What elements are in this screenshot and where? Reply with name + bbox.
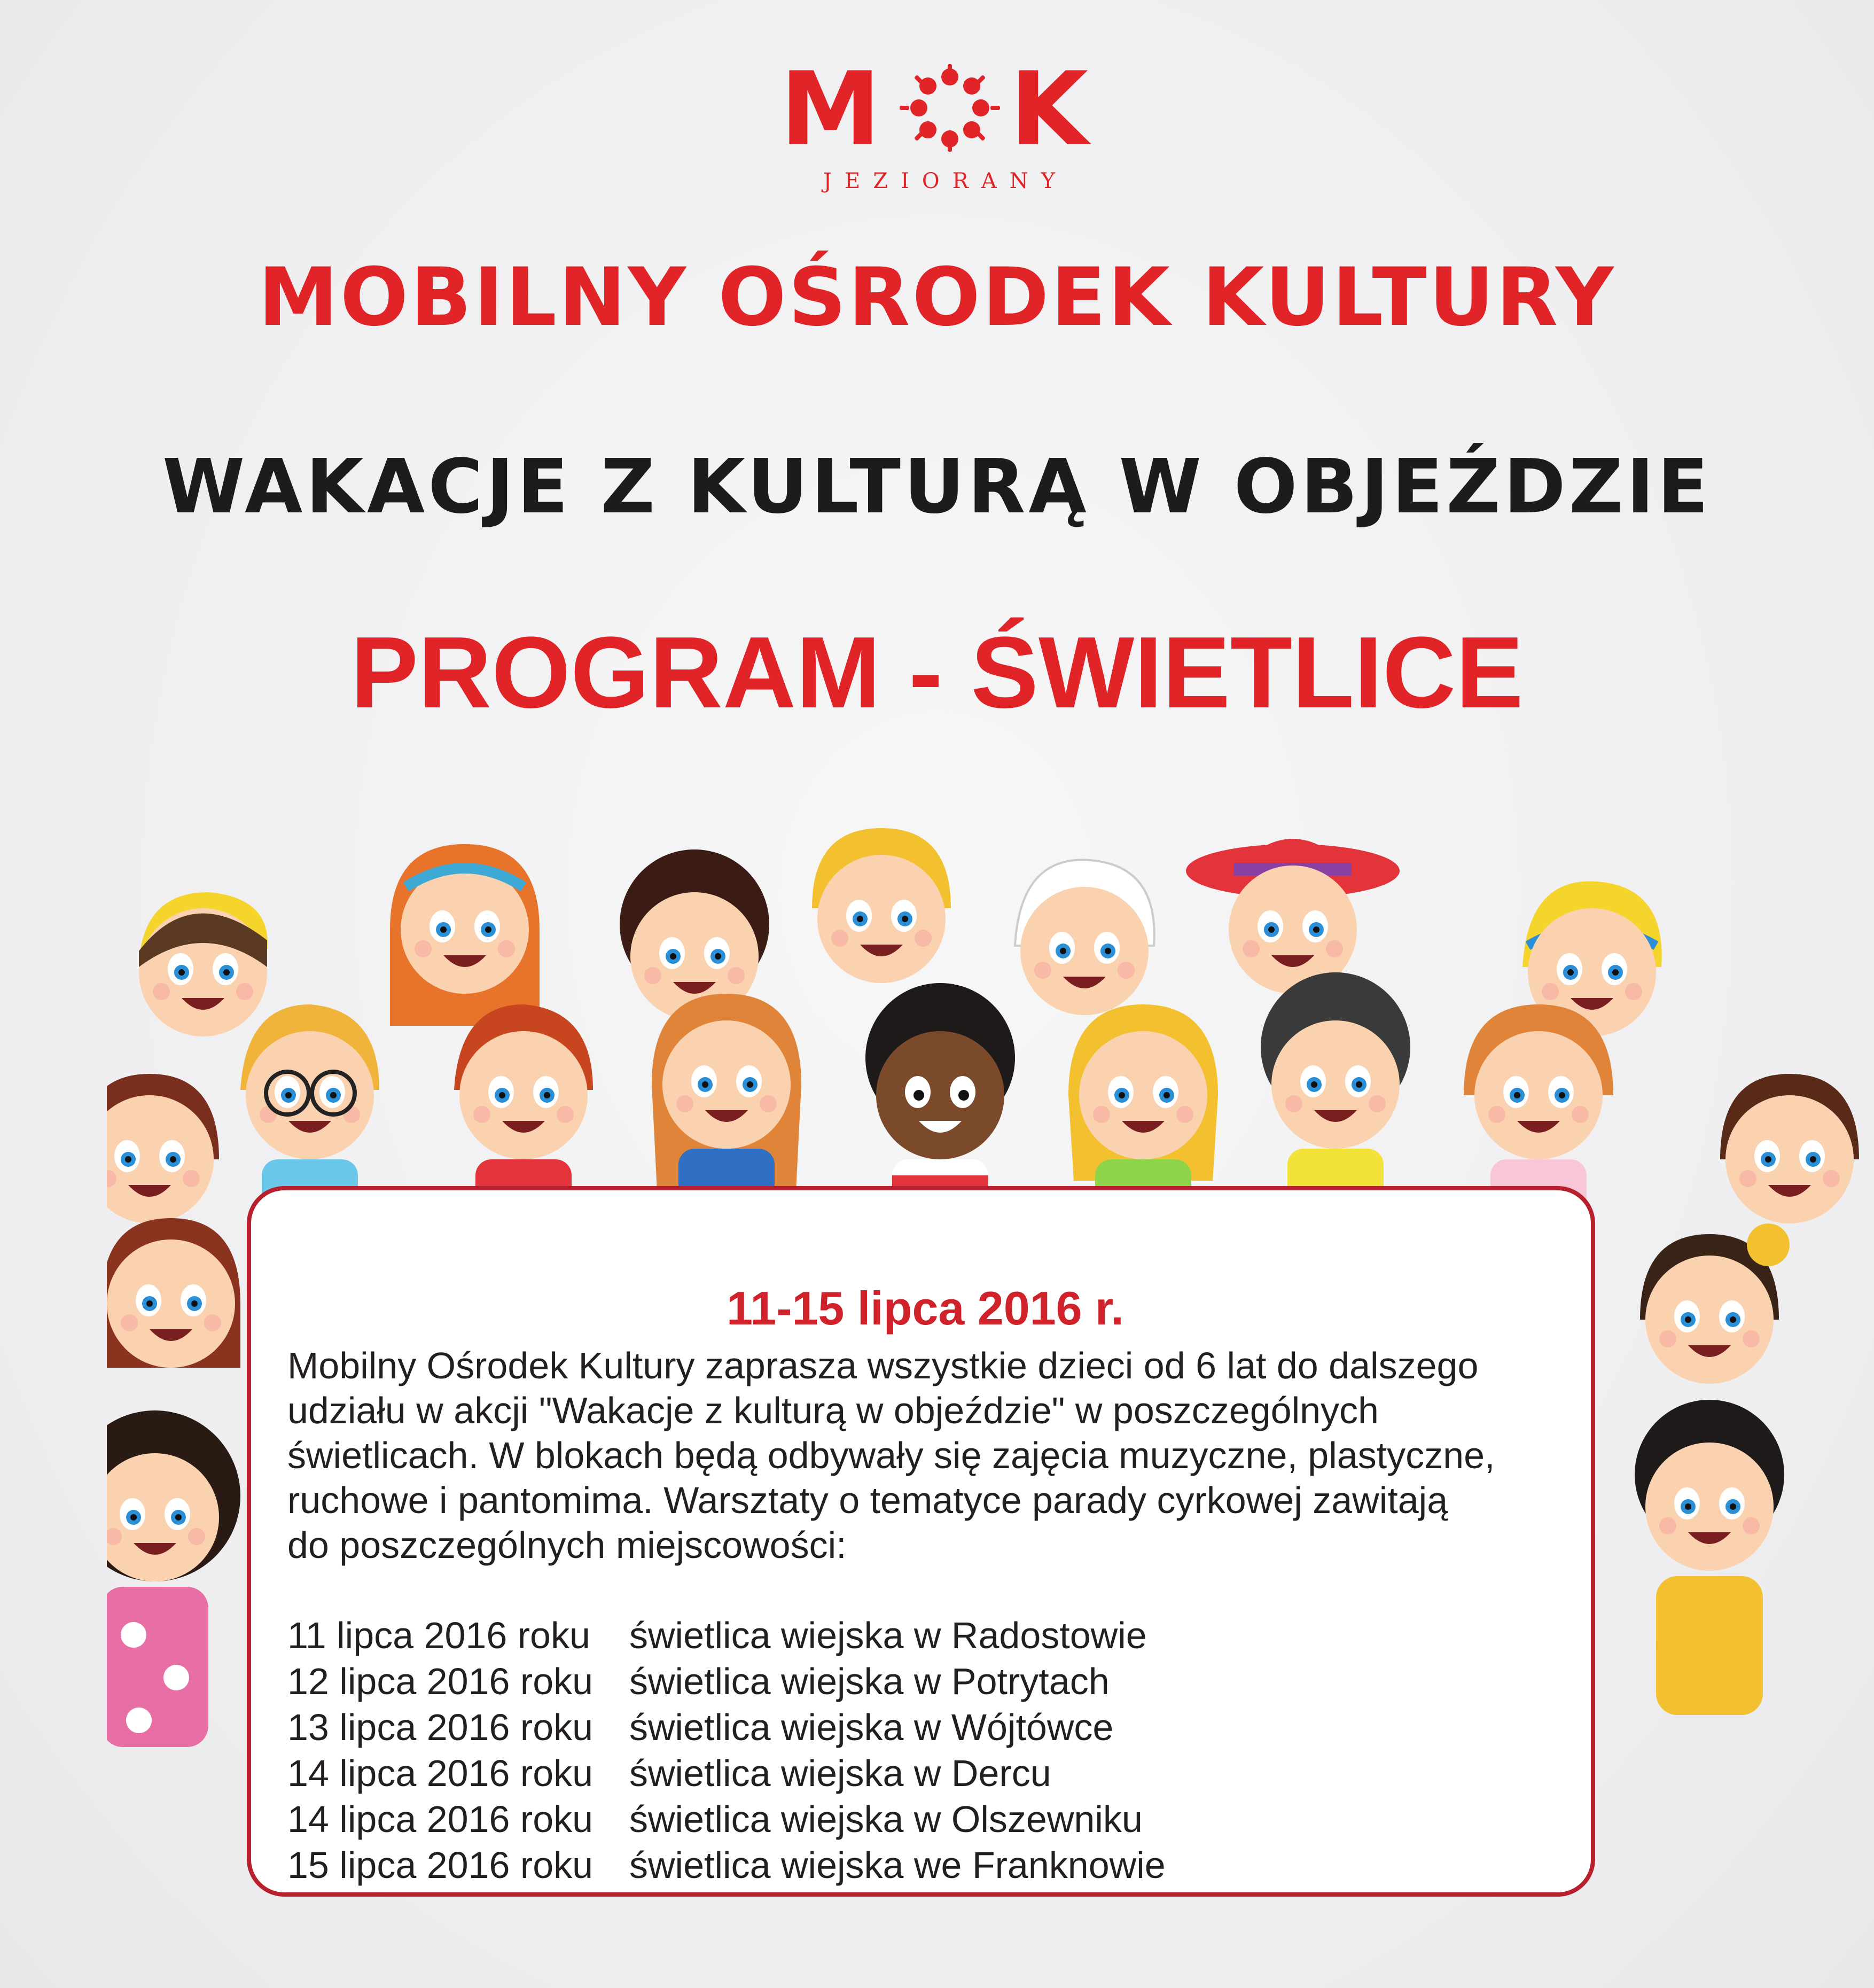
child-figure <box>1720 1074 1859 1223</box>
child-figure <box>390 844 540 1026</box>
schedule-place: świetlica wiejska w Wójtówce <box>629 1706 1114 1748</box>
heading-campaign: WAKACJE Z KULTURĄ W OBJEŹDZIE <box>162 443 1712 531</box>
description-line: ruchowe i pantomima. Warsztaty o tematyce parady cyrkowej zawitają <box>287 1479 1448 1521</box>
schedule-place: świetlica wiejska we Franknowie <box>629 1844 1166 1886</box>
heading-institution: MOBILNY OŚRODEK KULTURY <box>258 251 1616 344</box>
description-line: do poszczególnych miejscowości: <box>287 1524 847 1566</box>
schedule-item <box>287 1704 1580 1750</box>
child-figure <box>107 1218 240 1368</box>
schedule-item <box>287 1750 1580 1796</box>
hands-circle-icon <box>900 64 1000 152</box>
child-figure <box>1186 839 1400 994</box>
schedule-item <box>287 1612 1580 1658</box>
logo-subtitle: JEZIORANY <box>823 169 1068 193</box>
schedule-item <box>287 1842 1580 1888</box>
child-figure <box>620 849 769 1020</box>
schedule-date: 13 lipca 2016 roku <box>287 1706 594 1748</box>
schedule-date: 15 lipca 2016 roku <box>287 1844 594 1886</box>
child-figure <box>107 1410 240 1747</box>
description-line: Mobilny Ośrodek Kultury zaprasza wszystkie dzieci od 6 lat do dalszego <box>287 1345 1479 1386</box>
schedule-place: świetlica wiejska w Dercu <box>629 1752 1051 1794</box>
mok-logo <box>780 64 1111 203</box>
schedule-date: 14 lipca 2016 roku <box>287 1798 594 1840</box>
child-figure <box>1015 860 1154 1015</box>
schedule-list <box>287 1612 1580 1888</box>
schedule-place: świetlica wiejska w Radostowie <box>629 1615 1147 1656</box>
heading-program: PROGRAM - ŚWIETLICE <box>350 616 1524 729</box>
logo-letter-m: M <box>780 64 881 168</box>
event-description <box>287 1343 1580 1568</box>
child-figure <box>107 1074 219 1223</box>
schedule-date: 11 lipca 2016 roku <box>287 1615 590 1656</box>
child-figure <box>1635 1400 1784 1715</box>
schedule-date: 14 lipca 2016 roku <box>287 1752 594 1794</box>
logo-letter-k: K <box>1010 64 1089 168</box>
schedule-date: 12 lipca 2016 roku <box>287 1660 594 1702</box>
child-figure <box>812 828 951 983</box>
child-figure <box>139 892 268 1036</box>
description-line: udziału w akcji "Wakacje z kulturą w objeździe" w poszczególnych <box>287 1390 1379 1431</box>
child-figure <box>1640 1223 1790 1384</box>
event-date-range: 11-15 lipca 2016 r. <box>727 1282 1124 1335</box>
schedule-place: świetlica wiejska w Olszewniku <box>629 1798 1143 1840</box>
description-line: świetlicach. W blokach będą odbywały się zajęcia muzyczne, plastyczne, <box>287 1435 1495 1476</box>
program-board <box>247 1186 1595 1897</box>
schedule-place: świetlica wiejska w Potrytach <box>629 1660 1110 1702</box>
schedule-item <box>287 1796 1580 1842</box>
schedule-item <box>287 1658 1580 1704</box>
